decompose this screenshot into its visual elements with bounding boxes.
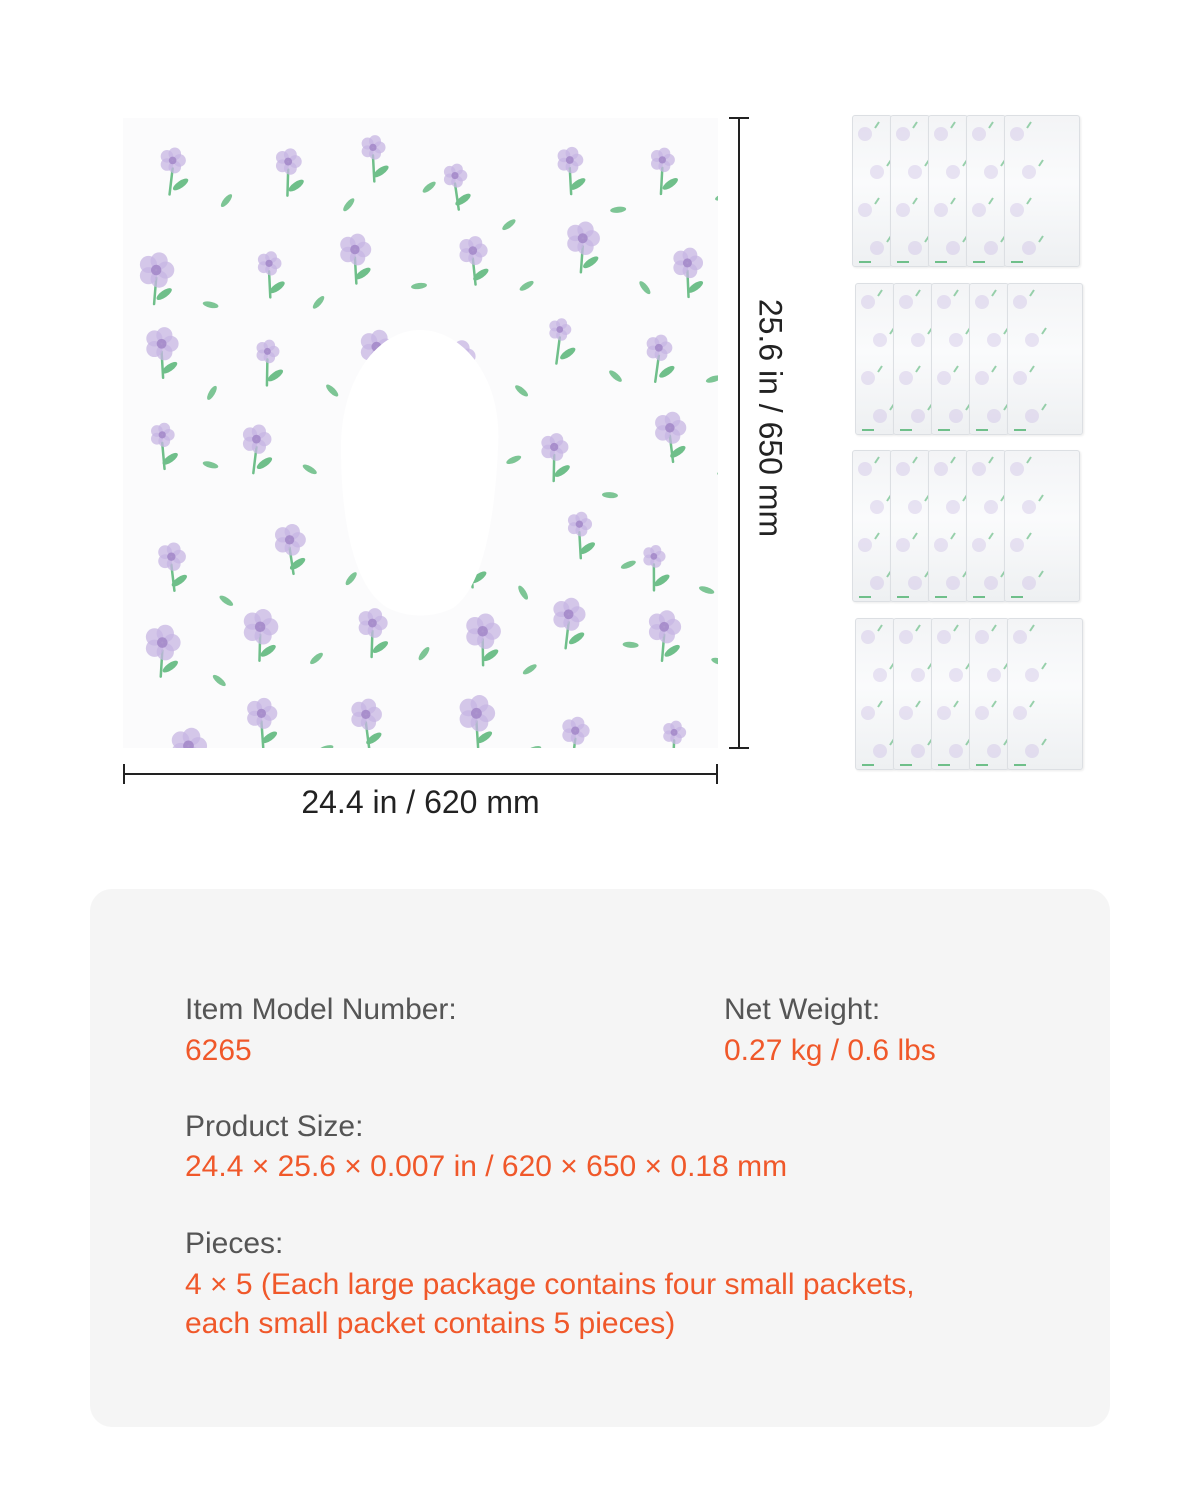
height-dimension-line — [738, 118, 740, 748]
small-packet — [893, 283, 933, 435]
leaf-icon — [202, 460, 219, 470]
net-weight-label: Net Weight: — [724, 993, 881, 1026]
flower-icon — [243, 424, 274, 473]
pieces-value-line1: 4 × 5 (Each large package contains four small packets, — [185, 1268, 915, 1301]
leaf-icon — [202, 300, 219, 309]
small-packet — [969, 283, 1009, 435]
flower-icon — [643, 545, 671, 590]
small-packet — [931, 283, 971, 435]
floral-pattern — [123, 118, 718, 748]
leaf-icon — [705, 374, 718, 384]
leaf-icon — [324, 383, 340, 399]
leaf-icon — [518, 279, 535, 292]
small-packet — [1004, 450, 1080, 602]
height-dimension-tick-top — [729, 117, 749, 119]
flower-icon — [258, 251, 287, 297]
width-dimension-tick-right — [716, 764, 718, 784]
leaf-icon — [308, 651, 324, 666]
small-packet — [969, 618, 1009, 770]
flower-icon — [151, 423, 180, 469]
flower-icon — [549, 318, 577, 363]
leaf-icon — [317, 744, 334, 748]
small-packet — [931, 618, 971, 770]
small-packet — [893, 618, 933, 770]
flower-icon — [140, 252, 174, 304]
flower-icon — [558, 147, 588, 194]
flower-icon — [444, 164, 472, 210]
net-weight-value: 0.27 kg / 0.6 lbs — [724, 1034, 936, 1067]
leaf-icon — [602, 492, 618, 499]
height-dimension-tick-bottom — [729, 747, 749, 749]
flower-icon — [362, 135, 391, 181]
leaf-icon — [516, 584, 529, 601]
product-size-label: Product Size: — [185, 1110, 364, 1143]
leaf-icon — [211, 673, 227, 688]
seat-hole-cutout — [341, 330, 498, 616]
height-dimension-label: 25.6 in / 650 mm — [752, 298, 789, 538]
package-group — [852, 115, 1082, 267]
leaf-icon — [501, 217, 517, 231]
model-number-label: Item Model Number: — [185, 993, 457, 1026]
pieces-label: Pieces: — [185, 1227, 284, 1260]
flower-icon — [541, 433, 571, 481]
small-packet — [855, 618, 895, 770]
leaf-icon — [417, 645, 431, 661]
width-dimension-label: 24.4 in / 620 mm — [301, 784, 540, 820]
flower-icon — [359, 608, 390, 657]
flower-icon — [567, 221, 600, 272]
leaf-icon — [205, 384, 218, 401]
leaf-icon — [714, 192, 718, 203]
leaf-icon — [505, 454, 522, 466]
package-group — [852, 450, 1082, 602]
leaf-icon — [218, 594, 235, 608]
small-packet — [1007, 618, 1083, 770]
flower-icon — [647, 335, 677, 382]
flower-icon — [466, 613, 501, 665]
flower-icon — [651, 148, 680, 194]
flower-icon — [553, 598, 586, 649]
small-packet — [928, 450, 968, 602]
flower-icon — [275, 524, 307, 574]
small-packet — [852, 115, 892, 267]
small-packet — [890, 115, 930, 267]
flower-icon — [649, 610, 682, 661]
flower-icon — [459, 236, 490, 284]
width-dimension-tick-left — [123, 764, 125, 784]
small-packet — [928, 115, 968, 267]
leaf-icon — [311, 294, 326, 310]
product-size-value: 24.4 × 25.6 × 0.007 in / 620 × 650 × 0.18 mm — [185, 1150, 788, 1183]
flower-icon — [257, 340, 285, 386]
flower-icon — [568, 512, 597, 558]
flower-icon — [146, 327, 179, 378]
flower-icon — [655, 412, 687, 462]
small-packet — [890, 450, 930, 602]
spec-panel — [90, 889, 1110, 1427]
leaf-icon — [219, 192, 234, 208]
flower-icon — [172, 728, 207, 748]
flower-icon — [244, 609, 279, 661]
flower-icon — [673, 248, 704, 297]
pieces-value-line2: each small packet contains 5 pieces) — [185, 1307, 676, 1340]
small-packet — [852, 450, 892, 602]
flower-icon — [460, 695, 496, 747]
flower-icon — [161, 148, 190, 195]
leaf-icon — [607, 369, 623, 384]
small-packet — [855, 283, 895, 435]
package-group — [855, 283, 1085, 435]
leaf-icon — [525, 744, 542, 748]
flower-icon — [146, 625, 181, 677]
leaf-icon — [710, 656, 718, 666]
width-dimension-line — [123, 773, 718, 775]
small-packet — [1007, 283, 1083, 435]
model-number-value: 6265 — [185, 1034, 252, 1067]
small-packet — [966, 115, 1006, 267]
flower-icon — [562, 717, 592, 748]
leaf-icon — [341, 197, 356, 213]
leaf-icon — [344, 571, 359, 587]
flower-icon — [247, 698, 279, 747]
flower-icon — [340, 234, 372, 284]
flower-icon — [158, 542, 188, 590]
leaf-icon — [622, 641, 638, 648]
leaf-icon — [620, 559, 637, 571]
leaf-icon — [421, 180, 437, 195]
seat-cover-image — [123, 118, 718, 748]
package-group — [855, 618, 1085, 770]
flower-icon — [276, 148, 306, 195]
leaf-icon — [521, 662, 538, 676]
small-packet — [1004, 115, 1080, 267]
leaf-icon — [716, 470, 718, 481]
leaf-icon — [610, 206, 627, 214]
leaf-icon — [301, 463, 318, 476]
leaf-icon — [638, 280, 653, 296]
leaf-icon — [411, 282, 428, 290]
flower-icon — [663, 721, 691, 748]
leaf-icon — [698, 585, 715, 596]
leaf-icon — [513, 383, 529, 398]
flower-icon — [351, 699, 383, 748]
small-packet — [966, 450, 1006, 602]
